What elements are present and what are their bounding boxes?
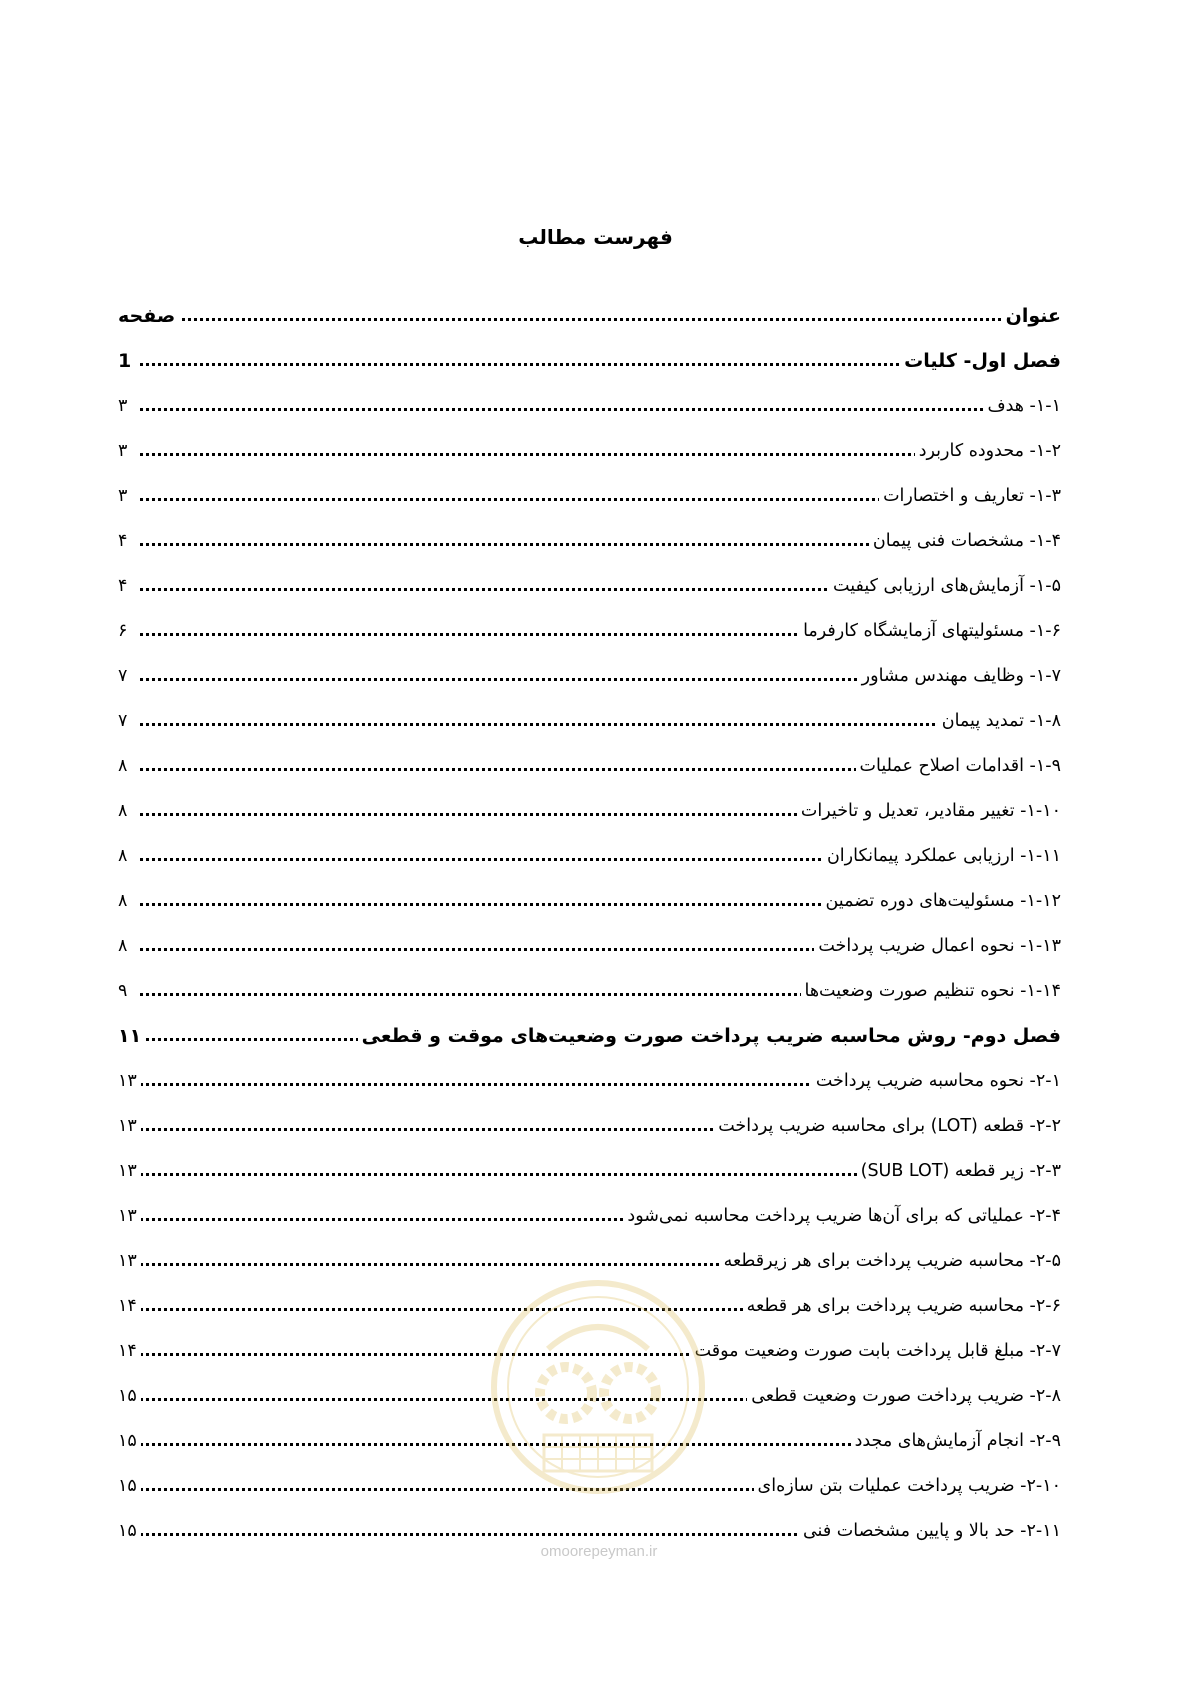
toc-entry-page: ۳ [118,393,131,419]
toc-entry-title: ۲-۳- زیر قطعه (SUB LOT) [857,1158,1061,1184]
toc-entry-page: ۸ [118,753,131,779]
toc-entry-row[interactable] [118,695,1061,740]
toc-entry-row[interactable] [118,920,1061,965]
toc-entry-page: ۱۳ [118,1248,141,1274]
toc-entry-title: ۱-۱۰- تغییر مقادیر، تعدیل و تاخیرات [797,798,1061,824]
toc-entry-page: ۱۴ [118,1338,141,1364]
toc-entry-page: ۷ [118,708,131,734]
toc-entry-title: ۲-۶- محاسبه ضریب پرداخت برای هر قطعه [743,1293,1061,1319]
toc-entry-title: ۱-۷- وظایف مهندس مشاور [858,663,1061,689]
toc-entry-page: ۳ [118,483,131,509]
dot-leader [140,318,1061,321]
toc-entry-title: ۱-۲- محدوده کاربرد [915,438,1061,464]
toc-entry-row[interactable] [118,515,1061,560]
toc-entry-title: ۲-۹- انجام آزمایش‌های مجدد [851,1428,1061,1454]
toc-entry-row[interactable] [118,1055,1061,1100]
toc-entry-row[interactable] [118,785,1061,830]
toc-entry-page: ۱۴ [118,1293,141,1319]
toc-entry-page: ۱۵ [118,1383,141,1409]
toc-entry-row[interactable] [118,425,1061,470]
toc-entry-page: ۸ [118,843,131,869]
toc-entry-page: ۸ [118,888,131,914]
toc-entry-title: ۱-۱۲- مسئولیت‌های دوره تضمین [821,888,1061,914]
toc-entry-row[interactable] [118,740,1061,785]
toc-entry-row[interactable] [118,470,1061,515]
toc-entry-title: ۲-۸- ضریب پرداخت صورت وضعیت قطعی [747,1383,1061,1409]
toc-entry-row[interactable] [118,650,1061,695]
toc-entry-title: ۲-۴- عملیاتی که برای آن‌ها ضریب پرداخت محاسبه نمی‌شود [623,1203,1061,1229]
toc-entry-row[interactable] [118,875,1061,920]
toc-entry-page: ۴ [118,573,131,599]
toc-entry-title: ۱-۵- آزمایش‌های ارزیابی کیفیت [829,573,1061,599]
toc-entry-page: ۱۵ [118,1473,141,1499]
toc-entry-title: ۱-۱۴- نحوه تنظیم صورت وضعیت‌ها [801,978,1062,1004]
toc-entry-title: ۱-۱۱- ارزیابی عملکرد پیمانکاران [823,843,1061,869]
toc-entry-row[interactable] [118,1235,1061,1280]
toc-chapter-row[interactable] [118,335,1061,380]
toc-entry-title: ۲-۱۰- ضریب پرداخت عملیات بتن سازه‌ای [754,1473,1061,1499]
toc-entry-page: ۳ [118,438,131,464]
toc-entry-row[interactable] [118,1100,1061,1145]
toc-entry-row[interactable] [118,560,1061,605]
toc-entry-page: ۶ [118,618,131,644]
toc-entry-title: فصل دوم- روش محاسبه ضریب پرداخت صورت وضعیت‌های موقت و قطعی [358,1023,1061,1049]
toc-entry-page: ۱۳ [118,1113,141,1139]
watermark-text: omoorepeyman.ir [540,1543,658,1560]
toc-entry-title: ۱-۸- تمدید پیمان [938,708,1061,734]
toc-entry-row[interactable] [118,830,1061,875]
toc-entry-page: ۸ [118,798,131,824]
toc-entry-title: ۱-۴- مشخصات فنی پیمان [869,528,1061,554]
toc-entry-title: ۱-۳- تعاریف و اختصارات [879,483,1061,509]
dot-leader [140,723,1061,726]
toc-header-title: عنوان [1002,303,1061,329]
toc-entry-page: ۱۳ [118,1068,141,1094]
toc-entry-title: ۲-۱۱- حد بالا و پایین مشخصات فنی [799,1518,1061,1544]
toc-entry-row[interactable] [118,1145,1061,1190]
toc-entry-page: ۱۳ [118,1158,141,1184]
toc-chapter-row[interactable] [118,1010,1061,1055]
toc-entry-title: فصل اول- كليات [900,348,1061,374]
page-title: فهرست مطالب [518,225,673,249]
watermark-logo-icon [486,1275,710,1499]
toc-entry-page: ۷ [118,663,131,689]
toc-entry-page: ۸ [118,933,131,959]
toc-entry-title: ۱-۶- مسئولیتهای آزمایشگاه کارفرما [799,618,1061,644]
toc-entry-row[interactable] [118,1190,1061,1235]
toc-entry-page: ۹ [118,978,131,1004]
toc-entry-page: ۱۵ [118,1428,141,1454]
toc-entry-page: ۴ [118,528,131,554]
toc-entry-title: ۲-۱- نحوه محاسبه ضریب پرداخت [812,1068,1061,1094]
toc-entry-row[interactable] [118,380,1061,425]
toc-entry-title: ۱-۹- اقدامات اصلاح عملیات [856,753,1061,779]
toc-entry-title: ۲-۷- مبلغ قابل پرداخت بابت صورت وضعیت موقت [691,1338,1061,1364]
toc-entry-page: ۱۱ [118,1023,145,1049]
toc-header-page: صفحه [118,303,179,329]
toc-entry-page: ۱۳ [118,1203,141,1229]
toc-entry-row[interactable] [118,965,1061,1010]
toc-entry-page: 1 [118,348,135,374]
toc-header-row [118,290,1061,335]
toc-entry-title: ۱-۱۳- نحوه اعمال ضریب پرداخت [814,933,1061,959]
toc-entry-title: ۲-۵- محاسبه ضریب پرداخت برای هر زیرقطعه [720,1248,1061,1274]
toc-entry-page: ۱۵ [118,1518,141,1544]
dot-leader [140,408,1061,411]
toc-entry-title: ۱-۱- هدف [983,393,1061,419]
toc-entry-row[interactable] [118,605,1061,650]
toc-entry-title: ۲-۲- قطعه (LOT) برای محاسبه ضریب پرداخت [714,1113,1061,1139]
